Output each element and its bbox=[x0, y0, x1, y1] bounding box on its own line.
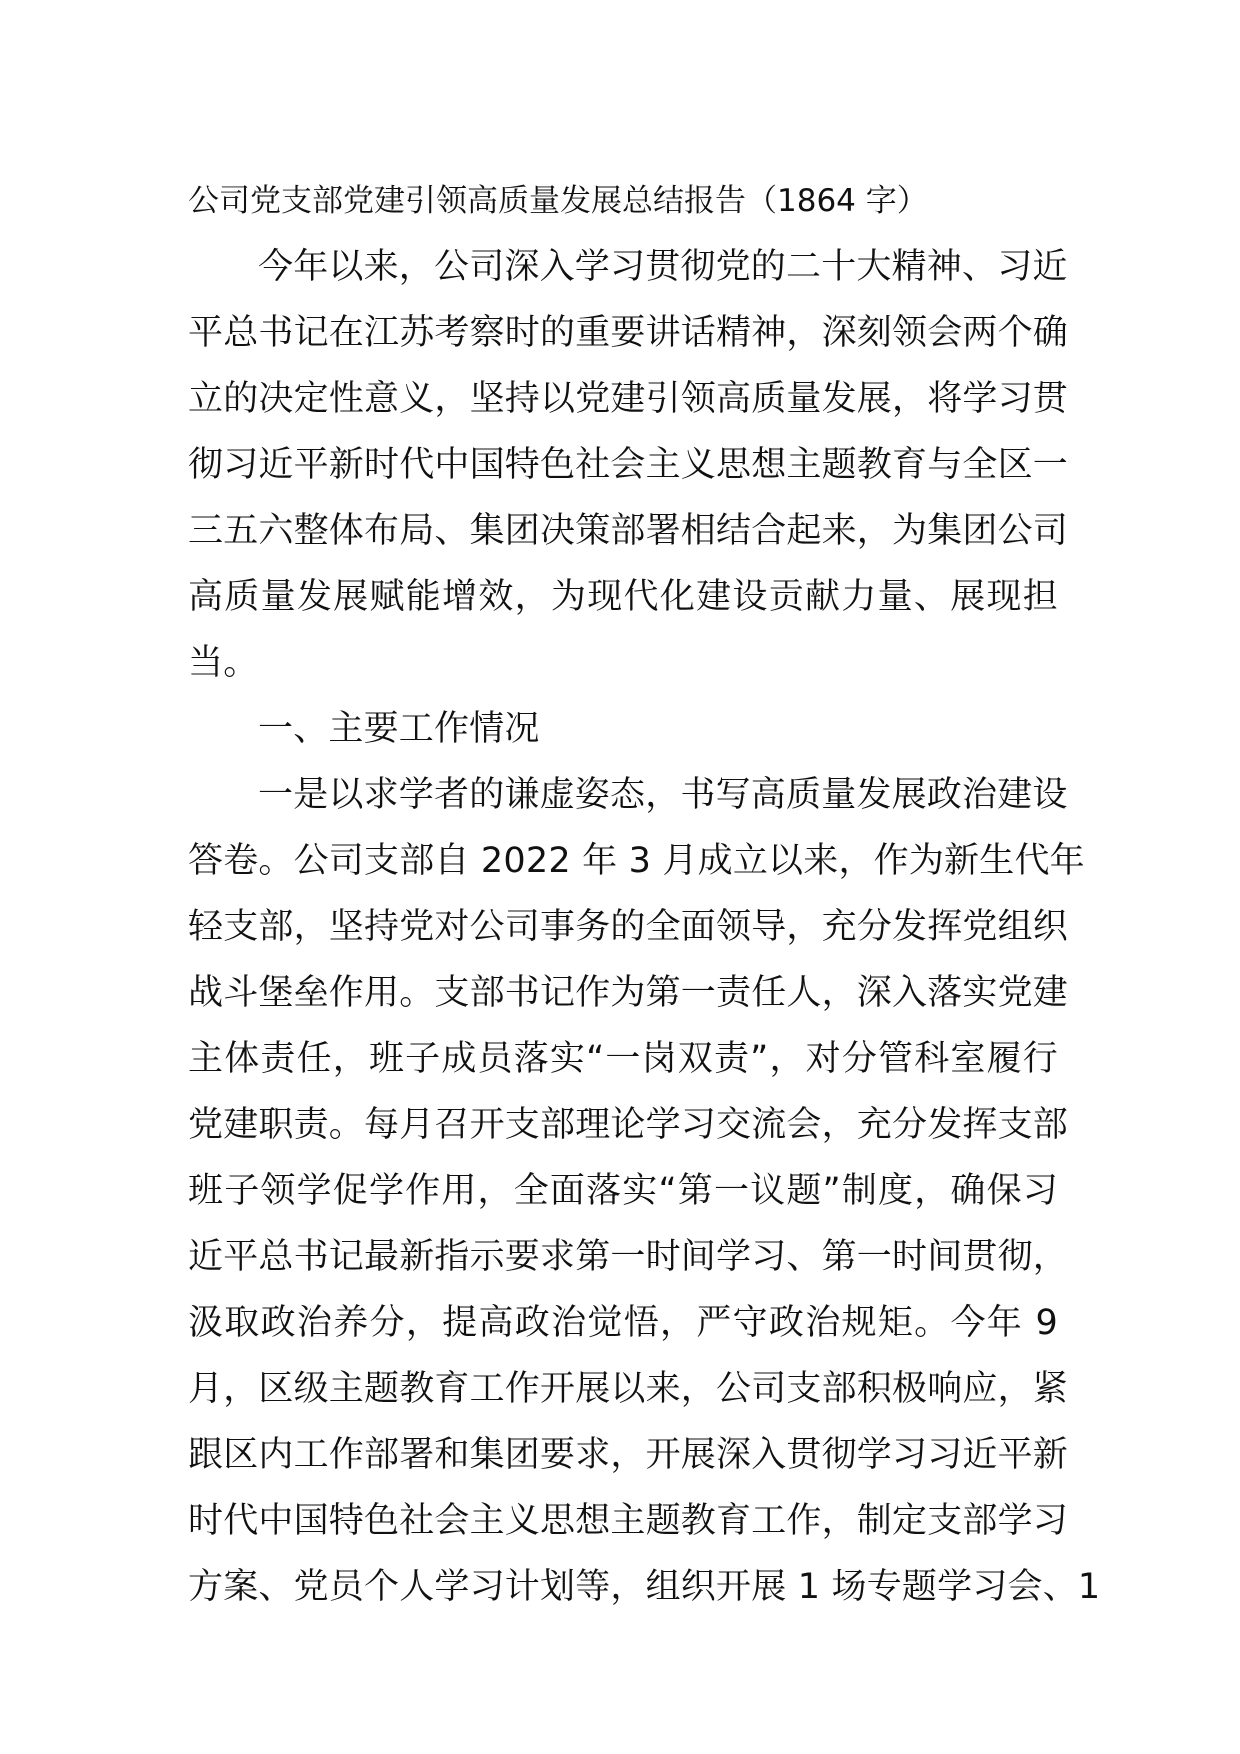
section-heading: 一、主要工作情况 bbox=[258, 709, 540, 749]
paragraph-line: 党建职责。每月召开支部理论学习交流会，充分发挥支部 bbox=[188, 1105, 1069, 1145]
paragraph-line: 当。 bbox=[188, 643, 259, 683]
paragraph-line: 立的决定性意义，坚持以党建引领高质量发展，将学习贯 bbox=[188, 379, 1069, 419]
document-title: 公司党支部党建引领高质量发展总结报告（1864 字） bbox=[188, 183, 928, 219]
paragraph-line: 高质量发展赋能增效，为现代化建设贡献力量、展现担 bbox=[188, 577, 1058, 617]
paragraph-line: 一是以求学者的谦虚姿态，书写高质量发展政治建设 bbox=[258, 775, 1068, 815]
paragraph-line: 时代中国特色社会主义思想主题教育工作，制定支部学习 bbox=[188, 1501, 1069, 1541]
paragraph-line: 近平总书记最新指示要求第一时间学习、第一时间贯彻， bbox=[188, 1237, 1069, 1277]
paragraph-line: 月，区级主题教育工作开展以来，公司支部积极响应，紧 bbox=[188, 1369, 1069, 1409]
paragraph-line: 汲取政治养分，提高政治觉悟，严守政治规矩。今年 9 bbox=[188, 1303, 1058, 1343]
document-body bbox=[188, 168, 1101, 1620]
paragraph-line: 战斗堡垒作用。支部书记作为第一责任人，深入落实党建 bbox=[188, 973, 1069, 1013]
paragraph-line: 班子领学促学作用，全面落实“第一议题”制度，确保习 bbox=[188, 1171, 1058, 1211]
paragraph-line: 主体责任，班子成员落实“一岗双责”，对分管科室履行 bbox=[188, 1039, 1058, 1079]
paragraph-line: 方案、党员个人学习计划等，组织开展 1 场专题学习会、1 bbox=[188, 1567, 1101, 1607]
paragraph-line: 三五六整体布局、集团决策部署相结合起来，为集团公司 bbox=[188, 511, 1069, 551]
paragraph-line: 今年以来，公司深入学习贯彻党的二十大精神、习近 bbox=[258, 247, 1068, 287]
paragraph-line: 轻支部，坚持党对公司事务的全面领导，充分发挥党组织 bbox=[188, 907, 1069, 947]
paragraph-line: 跟区内工作部署和集团要求，开展深入贯彻学习习近平新 bbox=[188, 1435, 1069, 1475]
paragraph-line: 彻习近平新时代中国特色社会主义思想主题教育与全区一 bbox=[188, 445, 1069, 485]
paragraph-line: 答卷。公司支部自 2022 年 3 月成立以来，作为新生代年 bbox=[188, 841, 1085, 881]
paragraph-line: 平总书记在江苏考察时的重要讲话精神，深刻领会两个确 bbox=[188, 313, 1069, 353]
